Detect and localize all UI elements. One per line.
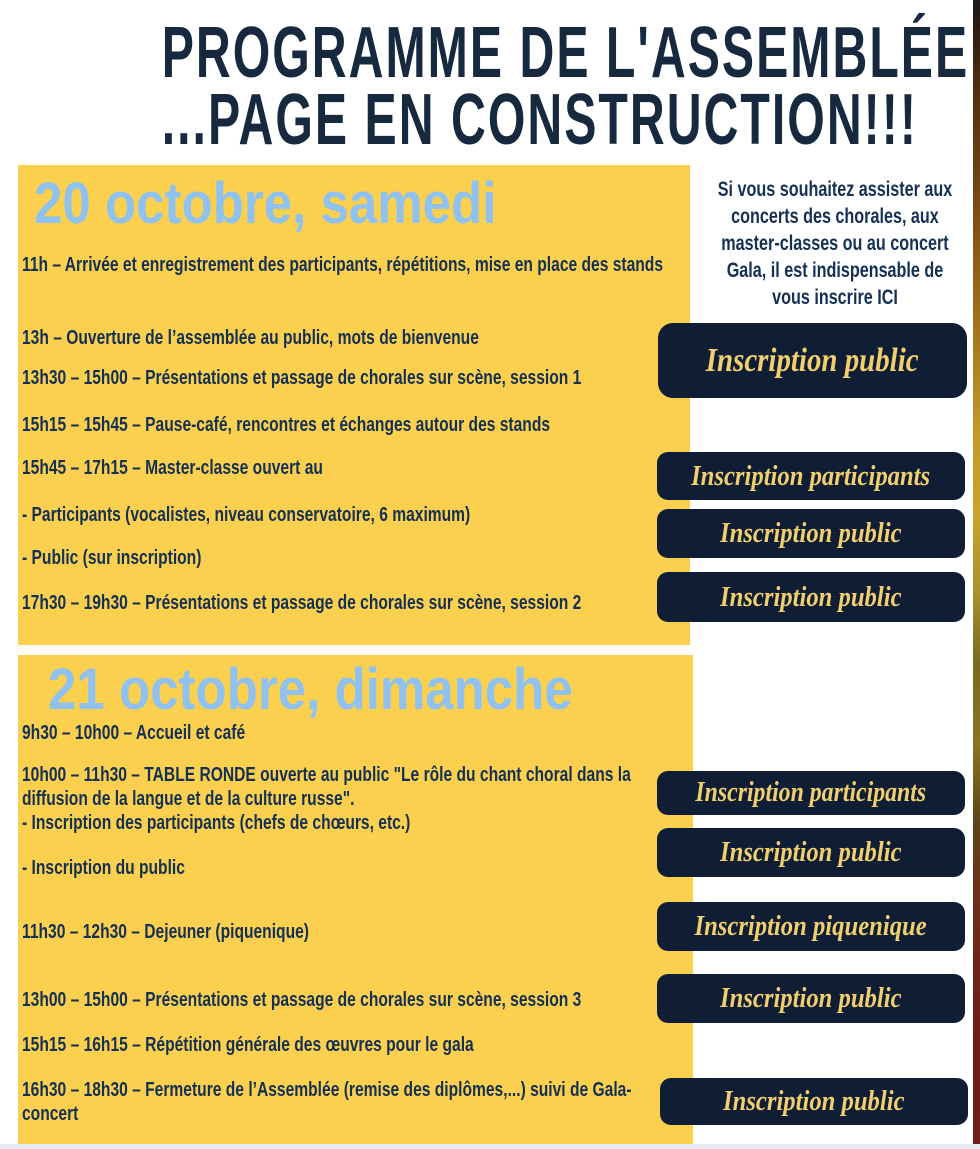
page-title-line1: PROGRAMME DE L'ASSEMBLÉE	[161, 13, 970, 93]
bottom-strip	[0, 1144, 980, 1149]
day1-schedule-item-5: - Participants (vocalistes, niveau conservatoire, 6 maximum)	[22, 504, 471, 526]
inscription-button-label: Inscription participants	[695, 777, 927, 808]
page-title	[0, 13, 980, 160]
inscription-button-5[interactable]	[657, 828, 965, 877]
inscription-button-label: Inscription public	[706, 341, 919, 379]
day2-schedule-item-2: - Inscription des participants (chefs de chœurs, etc.)	[22, 812, 411, 834]
inscription-button-1[interactable]	[657, 452, 965, 500]
inscription-button-label: Inscription public	[720, 517, 902, 549]
registration-note-line-3: Gala, il est indispensable de	[726, 259, 944, 282]
inscription-button-label: Inscription public	[723, 1085, 905, 1117]
right-edge-image-strip	[973, 0, 980, 1144]
registration-note-line-4: vous inscrire ICI	[772, 286, 898, 309]
day2-schedule-item-4: 11h30 – 12h30 – Dejeuner (piquenique)	[22, 921, 309, 943]
inscription-button-label: Inscription public	[720, 836, 902, 868]
inscription-button-label: Inscription piquenique	[694, 910, 928, 942]
day2-schedule-item-5: 13h00 – 15h00 – Présentations et passage de chorales sur scène, session 3	[22, 989, 582, 1011]
day2-schedule-item-3: - Inscription du public	[22, 857, 185, 879]
day1-schedule-item-3: 15h15 – 15h45 – Pause-café, rencontres et échanges autour des stands	[22, 414, 551, 436]
day1-schedule-item-2: 13h30 – 15h00 – Présentations et passage de chorales sur scène, session 1	[22, 367, 582, 389]
inscription-button-6[interactable]	[657, 902, 965, 951]
inscription-button-7[interactable]	[657, 974, 965, 1023]
inscription-button-2[interactable]	[657, 509, 965, 558]
registration-note-line-2: master-classes ou au concert	[721, 232, 949, 255]
day1-schedule-item-4: 15h45 – 17h15 – Master-classe ouvert au	[22, 457, 323, 479]
day2-schedule-item-7: 16h30 – 18h30 – Fermeture de l’Assemblée (remise des diplômes,...) suivi de Gala-concert	[22, 1079, 632, 1125]
registration-note-line-0: Si vous souhaitez assister aux	[717, 178, 953, 201]
day2-schedule-item-0: 9h30 – 10h00 – Accueil et café	[22, 722, 246, 744]
page-title-line2: ...PAGE EN CONSTRUCTION!!!	[161, 80, 918, 160]
inscription-button-8[interactable]	[660, 1078, 968, 1125]
day2-heading: 21 octobre, dimanche	[48, 657, 573, 722]
day1-schedule-item-1: 13h – Ouverture de l’assemblée au public, mots de bienvenue	[22, 327, 479, 349]
day1-schedule-item-6: - Public (sur inscription)	[22, 547, 202, 569]
day1-heading: 20 octobre, samedi	[34, 171, 497, 236]
day2-schedule-item-1: 10h00 – 11h30 – TABLE RONDE ouverte au public "Le rôle du chant choral dans la diffusion de la langue et de la culture russe".	[22, 764, 631, 810]
registration-note	[660, 176, 980, 311]
day1-schedule-item-0: 11h – Arrivée et enregistrement des participants, répétitions, mise en place des stands	[22, 254, 664, 276]
inscription-button-3[interactable]	[657, 572, 965, 622]
registration-note-line-1: concerts des chorales, aux	[731, 205, 939, 228]
day2-schedule-item-6: 15h15 – 16h15 – Répétition générale des œuvres pour le gala	[22, 1034, 474, 1056]
inscription-button-4[interactable]	[657, 771, 965, 815]
inscription-button-label: Inscription participants	[691, 459, 931, 492]
day1-section	[18, 165, 690, 645]
day1-schedule-item-7: 17h30 – 19h30 – Présentations et passage de chorales sur scène, session 2	[22, 592, 582, 614]
inscription-button-label: Inscription public	[720, 580, 902, 613]
inscription-button-label: Inscription public	[720, 982, 902, 1014]
inscription-button-0[interactable]	[658, 323, 967, 398]
